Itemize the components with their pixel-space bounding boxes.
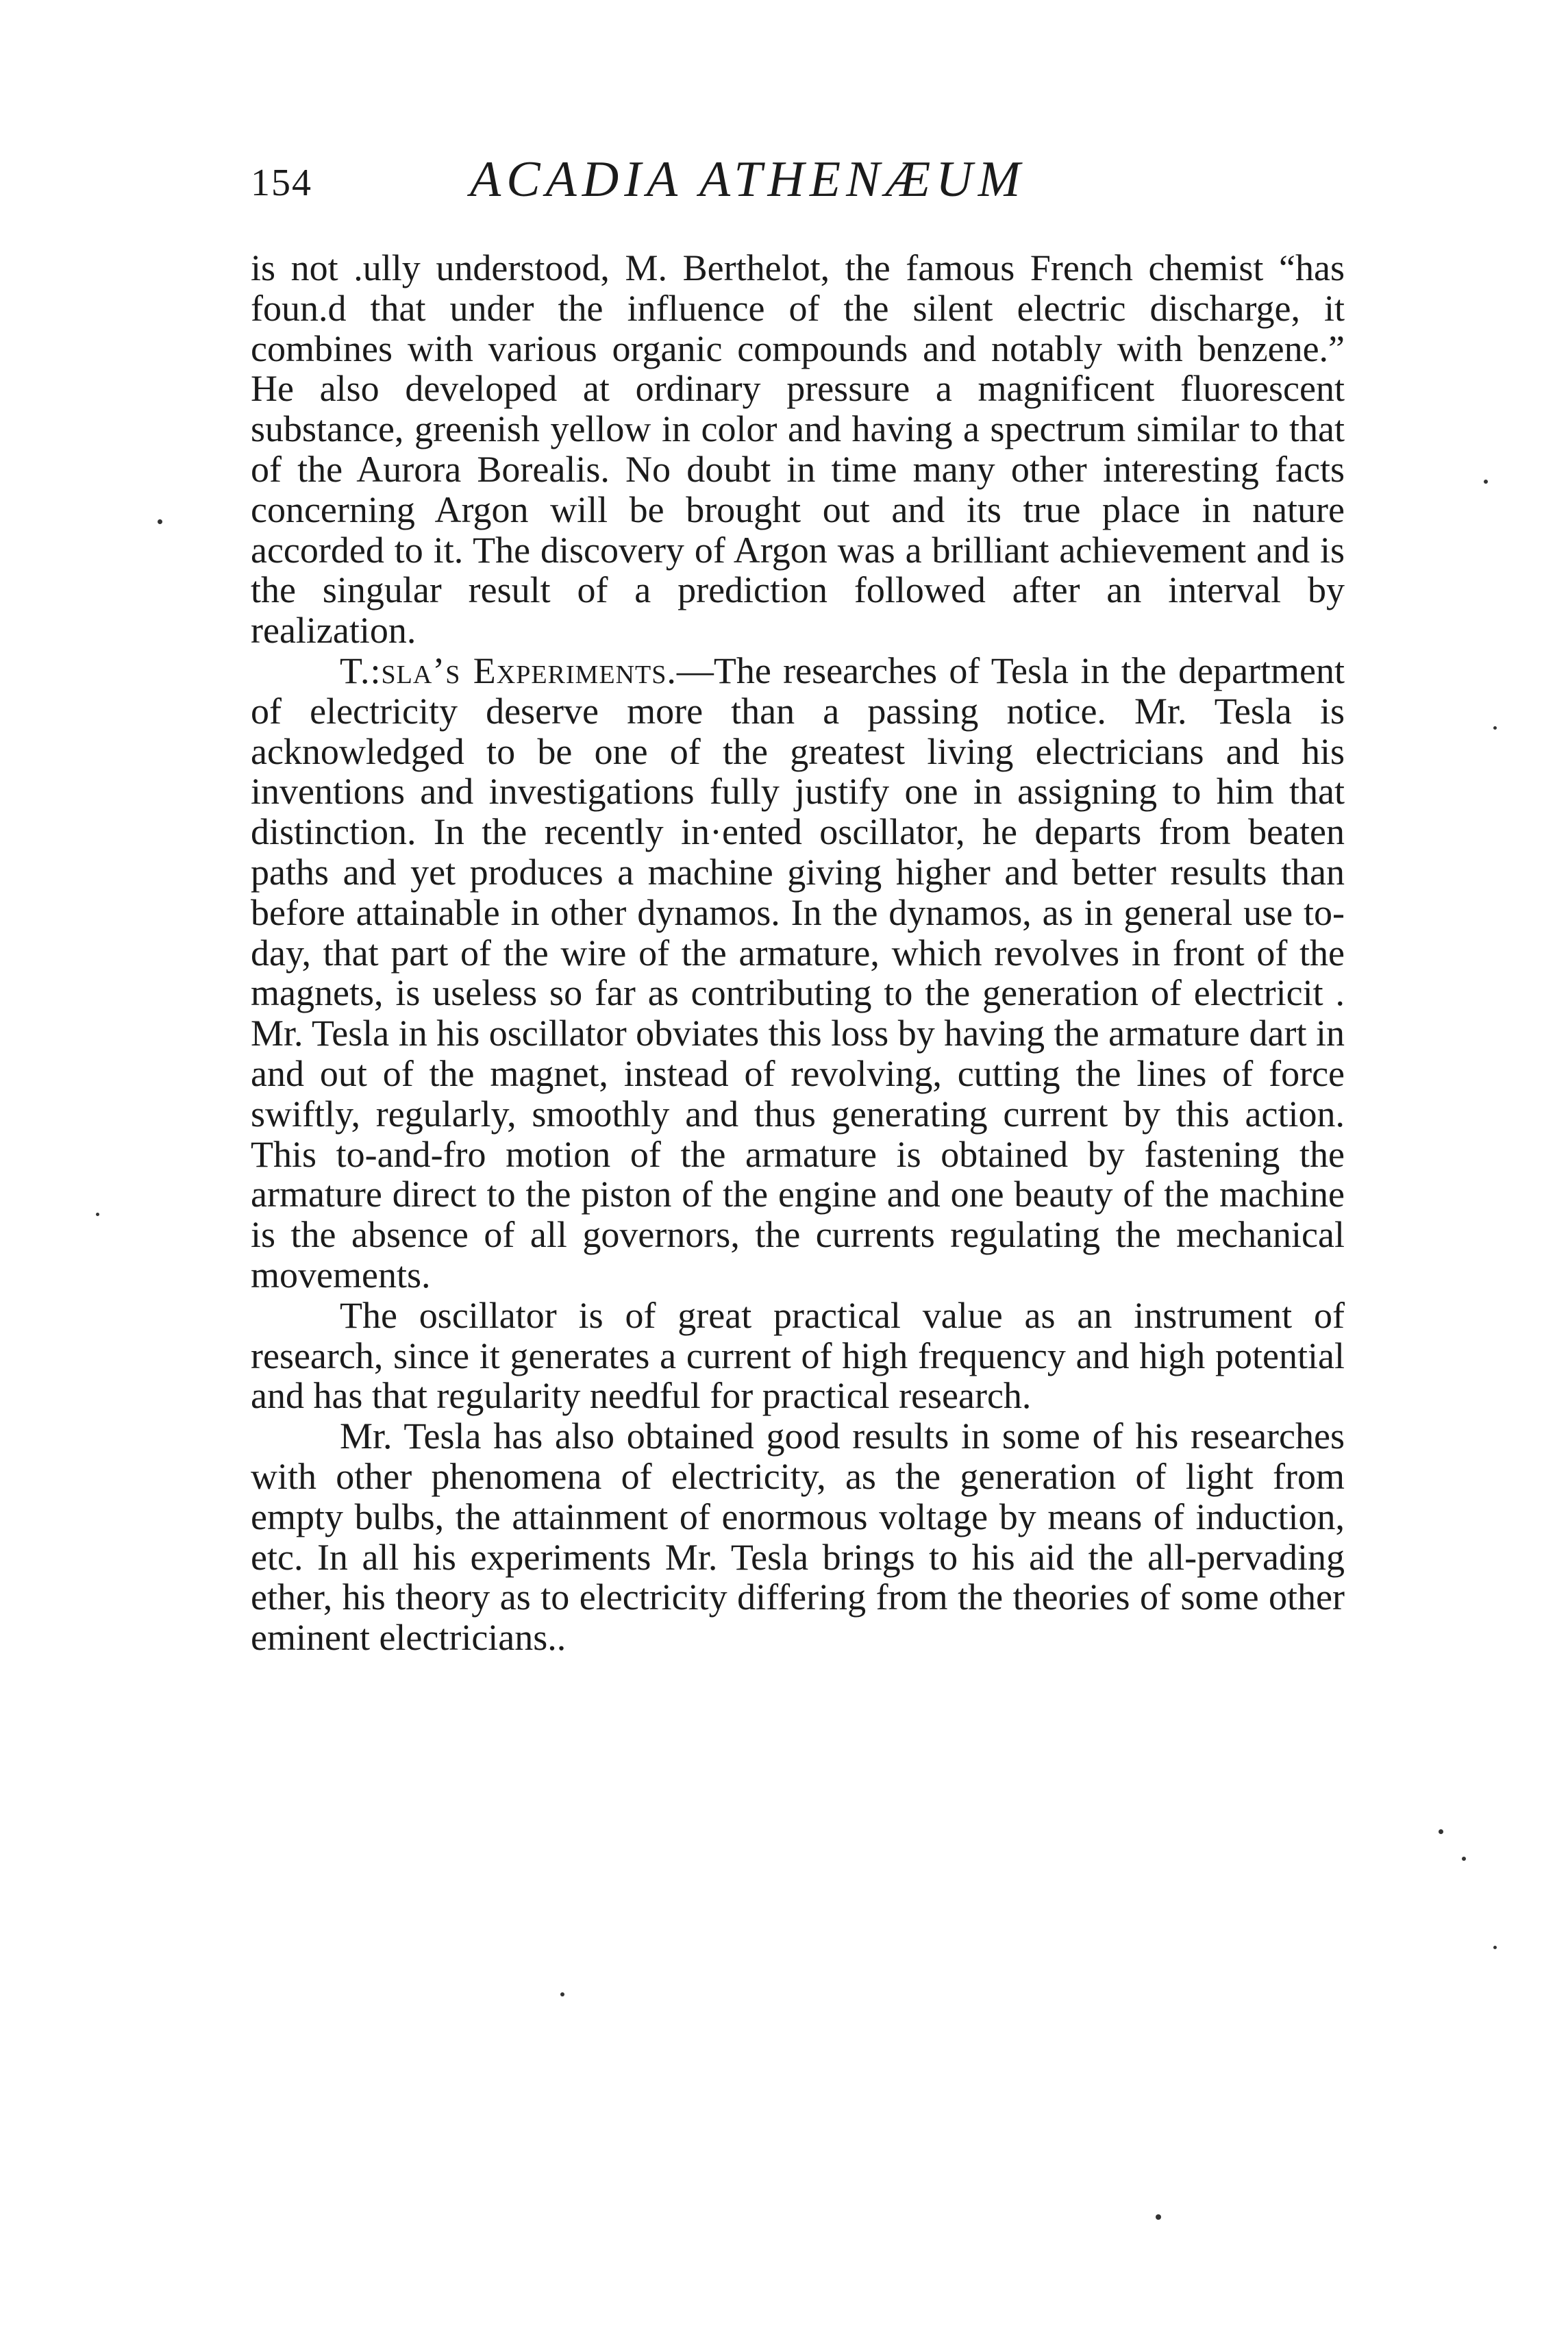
section-heading-tesla: T.:sla’s Experiments. bbox=[340, 649, 677, 691]
paragraph-other-results: Mr. Tesla has also obtained good results in some of his researches with other phenomena of electricity, as the generation of light from empty bulbs, the attainment of enormous voltage by means of induction, etc. In all his experiments Mr. Tesla brings to his aid the all-pervading ether, his theory as to electricity differing from the theories of some other eminent electricians.. bbox=[251, 1415, 1345, 1659]
page-number: 154 bbox=[251, 162, 312, 204]
paragraph-tesla-experiments bbox=[251, 651, 1345, 1296]
journal-title: ACADIA ATHENÆUM bbox=[470, 151, 1026, 208]
scan-speck bbox=[1439, 1829, 1443, 1834]
scan-speck bbox=[158, 519, 162, 524]
scan-speck bbox=[1484, 480, 1488, 484]
paragraph-argon-continued: is not .ully understood, M. Berthelot, the famous French chemist “has foun.d that under the influence of the silent electric discharge, it combines with various organic compounds and notably with benzene.” He also developed at ordinary pressure a magnificent fluorescent substance, greenish yellow in color and having a spectrum similar to that of the Aurora Borealis. No doubt in time many other interesting facts concerning Argon will be brought out and its true place in nature accorded to it. The discovery of Argon was a brilliant achievement and is the singular result of a prediction followed after an interval by realization. bbox=[251, 247, 1345, 652]
scan-speck bbox=[96, 1213, 99, 1216]
paragraph-oscillator-value: The oscillator is of great practical value as an instrument of research, since it generates a current of high frequency and high potential and has that regularity needful for practical research. bbox=[251, 1294, 1345, 1417]
scan-speck bbox=[1493, 1946, 1497, 1949]
scan-speck bbox=[1156, 2214, 1161, 2220]
running-head bbox=[251, 144, 1347, 226]
scan-speck bbox=[560, 1992, 564, 1996]
article-body bbox=[251, 248, 1345, 1658]
paragraph-tesla-text: —The researches of Tesla in the department of electricity deserve more than a passing notice. Mr. Tesla is acknowledged to be one of the greatest living electricians and his inventions and investigations fully justify one in assigning to him that distinction. In the recently in·ented oscillator, he departs from beaten paths and yet produces a machine giving higher and better results than before attainable in other dynamos. In the dynamos, as in general use to-day, that part of the wire of the armature, which revolves in front of the magnets, is useless so far as contributing to the generation of electricit . Mr. Tesla in his oscillator obviates this loss by having the armature dart in and out of the magnet, instead of revolving, cutting the lines of force swiftly, regularly, smoothly and thus generating current by this action. This to-and-fro motion of the armature is obtained by fastening the armature direct to the piston of the engine and one beauty of the machine is the absence of all governors, the currents regulating the mechanical movements. bbox=[251, 649, 1345, 1296]
scan-speck bbox=[1462, 1857, 1466, 1861]
scan-speck bbox=[1493, 726, 1497, 730]
